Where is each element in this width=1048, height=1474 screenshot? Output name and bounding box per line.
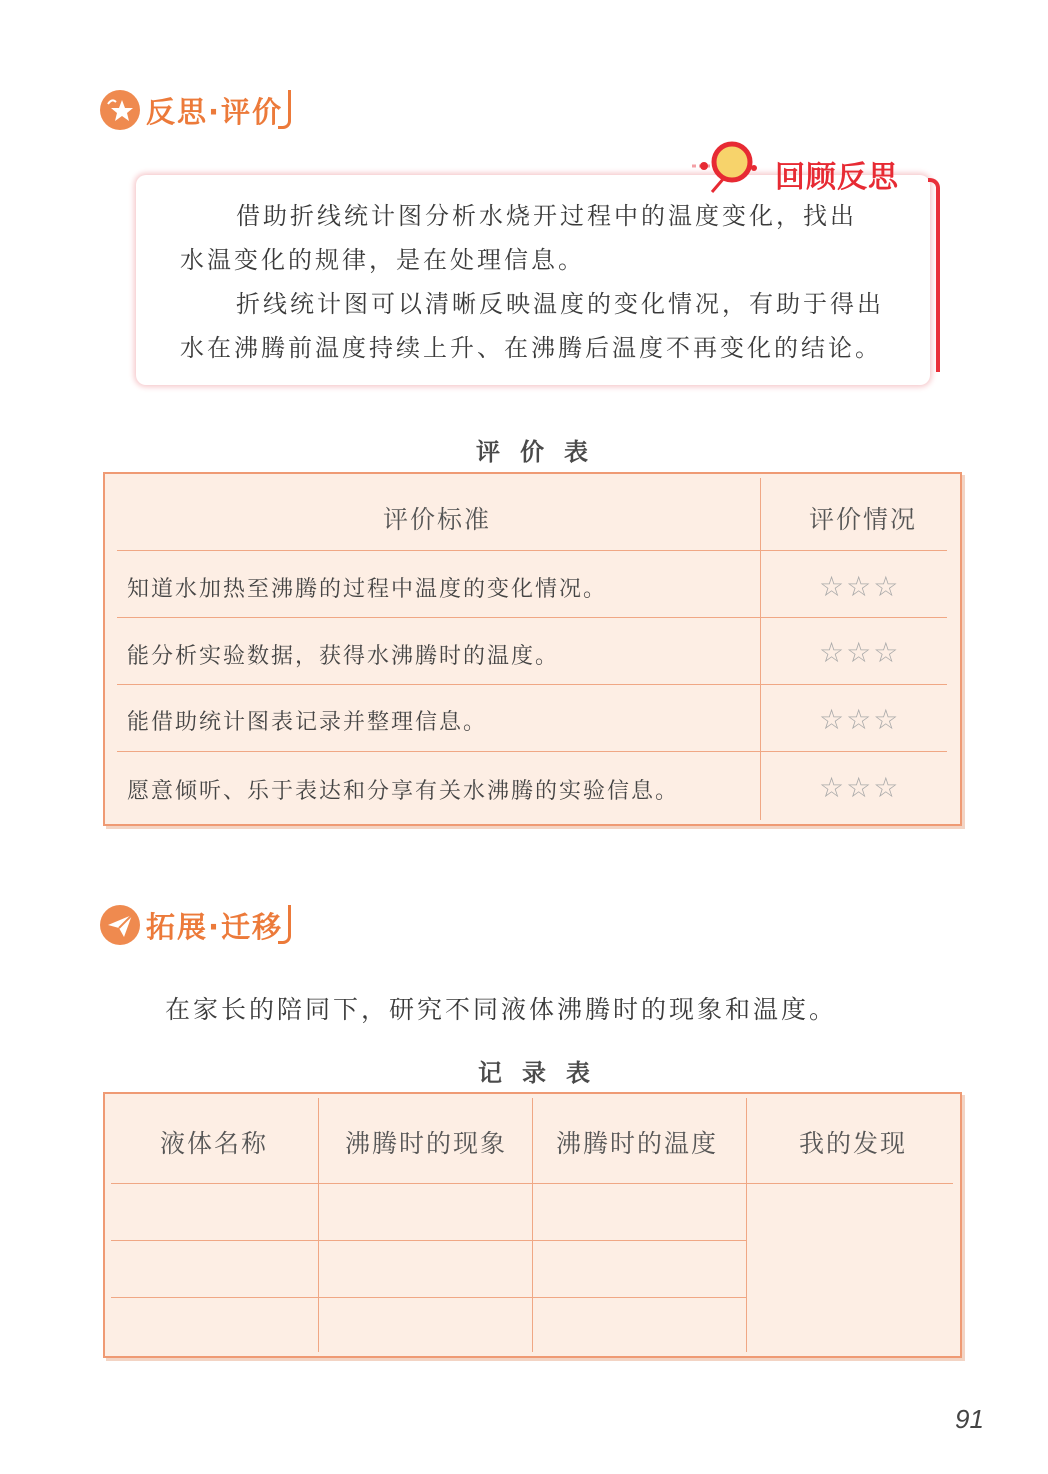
page-number: 91 [955,1404,984,1434]
reflection-box-edge [928,178,940,372]
section-header-extension [100,903,283,947]
row-divider [117,550,947,551]
header-my-findings: 我的发现 [799,1129,908,1158]
col-divider [746,1098,747,1352]
row-divider [117,684,947,685]
header-criteria: 评价标准 [383,505,492,534]
reflection-para1-line1: 借助折线统计图分析水烧开过程中的温度变化，找出 [236,202,857,230]
row-divider [117,617,947,618]
row-divider [117,751,947,752]
header-liquid-name: 液体名称 [160,1129,269,1158]
reflection-label: 回顾反思 [775,160,899,195]
col-divider [532,1098,533,1352]
section-header-reflection [100,88,283,132]
row-divider [111,1297,747,1298]
header-boiling-phenomenon: 沸腾时的现象 [345,1129,508,1158]
title-bracket [278,905,291,944]
eval-table [103,472,962,826]
title-bracket [278,90,291,129]
record-table-title: 记录表 [478,1059,610,1087]
criterion-cell: 能借助统计图表记录并整理信息。 [127,710,488,735]
rating-stars[interactable]: ☆☆☆ [819,771,901,804]
reflection-para2-line1: 折线统计图可以清晰反映温度的变化情况，有助于得出 [236,290,884,318]
section-title: 反思·评价 [146,94,284,129]
col-divider [760,478,761,820]
header-rating: 评价情况 [809,505,918,534]
criterion-cell: 愿意倾听、乐于表达和分享有关水沸腾的实验信息。 [127,779,680,804]
star-badge-icon [100,90,140,130]
rating-stars[interactable]: ☆☆☆ [819,703,901,736]
rating-stars[interactable]: ☆☆☆ [819,636,901,669]
section-title: 拓展·迁移 [146,909,284,944]
reflection-para2-line2: 水在沸腾前温度持续上升、在沸腾后温度不再变化的结论。 [180,334,882,362]
criterion-cell: 能分析实验数据，获得水沸腾时的温度。 [127,644,560,669]
rating-stars[interactable]: ☆☆☆ [819,570,901,603]
col-divider [318,1098,319,1352]
extension-task: 在家长的陪同下，研究不同液体沸腾时的现象和温度。 [165,995,838,1024]
row-divider [111,1240,747,1241]
header-boiling-temperature: 沸腾时的温度 [556,1129,719,1158]
reflection-para1-line2: 水温变化的规律，是在处理信息。 [180,246,585,274]
paper-plane-icon [100,905,140,945]
drum-icon [690,138,760,194]
row-divider [111,1183,953,1184]
record-table [103,1092,962,1358]
criterion-cell: 知道水加热至沸腾的过程中温度的变化情况。 [127,577,608,602]
eval-table-title: 评价表 [476,438,608,466]
